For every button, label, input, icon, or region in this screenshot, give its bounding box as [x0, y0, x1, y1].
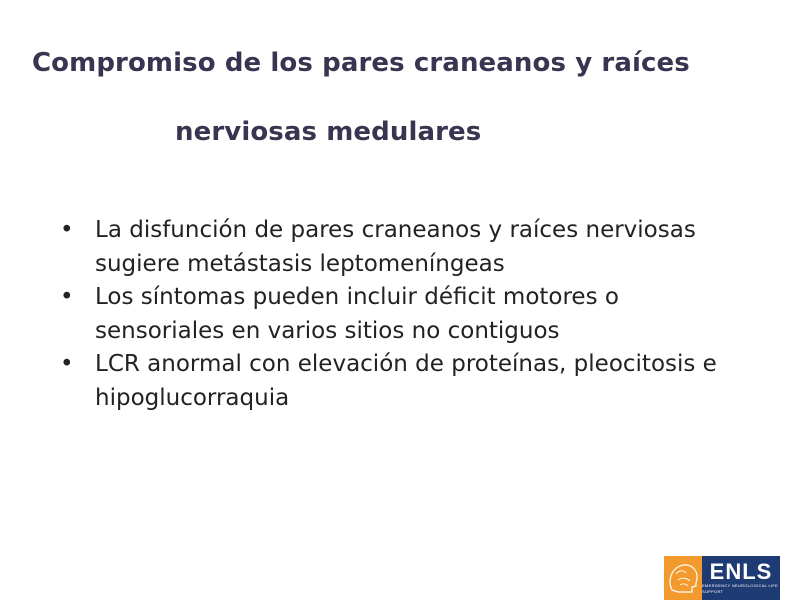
- bullet-item: [60, 214, 720, 281]
- slide-title-line-2: nerviosas medulares: [175, 117, 482, 147]
- bullet-item: [60, 281, 720, 348]
- slide-title-line-1: Compromiso de los pares craneanos y raíces: [32, 48, 690, 78]
- bullet-text: La disfunción de pares craneanos y raíces nerviosas sugiere metástasis leptomeníngeas: [95, 217, 696, 277]
- bullet-dot: •: [60, 284, 74, 310]
- logo-subtext: EMERGENCY NEUROLOGICAL LIFE SUPPORT: [702, 583, 779, 594]
- enls-logo: [664, 556, 780, 600]
- bullet-dot: •: [60, 217, 74, 243]
- bullet-dot: •: [60, 351, 74, 377]
- bullet-text: LCR anormal con elevación de proteínas, pleocitosis e hipoglucorraquia: [95, 351, 717, 411]
- brain-head-icon: [664, 556, 702, 600]
- logo-text-box: [702, 556, 780, 600]
- bullet-list: [60, 214, 720, 415]
- bullet-text: Los síntomas pueden incluir déficit motores o sensoriales en varios sitios no contiguos: [95, 284, 619, 344]
- logo-text: ENLS: [709, 559, 773, 584]
- bullet-item: [60, 348, 720, 415]
